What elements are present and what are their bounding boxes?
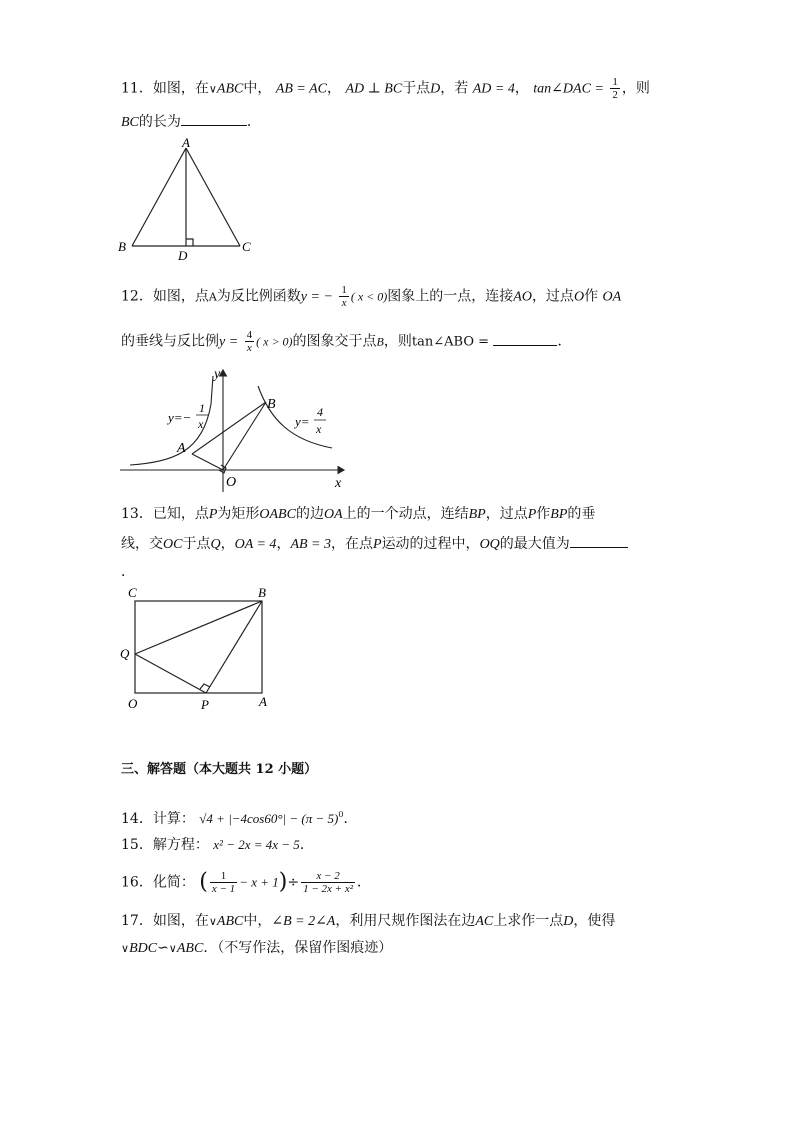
q15: 15．解方程： x² − 2x = 4x − 5． (121, 837, 314, 853)
q14: 14．计算： $√4 + |-4\cos 60^\circ| - (\pi - 5)^0$． (121, 810, 358, 827)
q13-rectangle-figure (116, 584, 276, 714)
q12-line2: 的垂线与反比例y = $\frac{4}{x}$ ( x > 0)的图象交于点B，则tan∠ABO = ． (121, 329, 572, 354)
svg-text:x: x (316, 422, 322, 436)
label-B: B (258, 585, 266, 600)
label-Q: Q (120, 646, 130, 661)
axis-x-label: x (335, 476, 342, 491)
label-A: A (259, 694, 267, 709)
q13-line2: 线，交OC于点Q，OA = 4，AB = 3，在点P运动的过程中，OQ的最大值为 (121, 535, 628, 554)
label-P: P (201, 697, 209, 712)
label-C: C (242, 239, 251, 254)
point-B-label: B (267, 397, 276, 412)
q13-number: 13． (121, 506, 153, 522)
section-title: 三、解答题（本大题共 12 小题） (121, 762, 318, 777)
q17-line1: 17．如图，在∨ABC中，∠B = 2∠A，利用尺规作图法在边AC上求作一点D，使得 (121, 913, 616, 929)
q16-fraction-2: $\frac{x - 2}{\text{1 − 2x + x²}}$ (303, 870, 354, 895)
q12-number: 12． (121, 288, 153, 305)
q16-fraction-1: $\frac{1}{x - 1}$ (211, 870, 236, 895)
q12-line1: 12．如图，点A为反比例函数y = − $\frac{1}{x}$ ( x < 0)图象上的一点，连接AO，过点O作 OA (121, 284, 622, 309)
q17-line2: ∨BDC∽∨ABC．（不写作法，保留作图痕迹） (121, 940, 393, 956)
answer-blank (570, 535, 628, 548)
q14-number: 14． (121, 811, 153, 827)
answer-blank (493, 333, 557, 346)
answer-blank (181, 113, 247, 126)
q11-number: 11． (121, 80, 153, 97)
q17-number: 17． (121, 913, 153, 929)
svg-text:y=: y= (295, 414, 310, 429)
axis-y-label: y (214, 367, 221, 382)
q11-line1: 11．如图，在∨ABC中， AB = AC， AD ⊥ BC于点D，若 AD = 4， tan∠DAC = $\frac{1}{2}$ ，则 (121, 76, 650, 101)
svg-text:y=−: y=− (168, 410, 192, 425)
q12-hyperbola-figure (118, 364, 353, 494)
label-O: O (128, 696, 138, 711)
q11-fraction: $\frac{1}{2}$ (612, 76, 618, 101)
q12-fraction-1: $\frac{1}{x}$ (341, 284, 347, 309)
q11-line2: BC的长为 ． (121, 114, 261, 130)
svg-text:x: x (198, 417, 204, 431)
origin-label: O (226, 475, 237, 490)
q16: 16．化简： ( $\frac{1}{x - 1}$ − x + 1)÷ $\frac{x - 2}{\text{1 − 2x + x²}}$ ． (121, 869, 372, 895)
svg-text:4: 4 (317, 405, 323, 419)
q11-triangle-figure (112, 136, 262, 264)
q12-fraction-2: $\frac{4}{x}$ (246, 329, 253, 354)
label-D: D (178, 248, 188, 263)
svg-text:1: 1 (199, 401, 205, 415)
label-A: A (182, 136, 190, 150)
label-B: B (118, 239, 126, 254)
q13-line1: 13．已知，点P为矩形OABC的边OA上的一个动点，连结BP，过点P作BP的垂 (121, 506, 596, 522)
q13-line3: ． (121, 564, 135, 580)
q16-number: 16． (121, 874, 153, 891)
q15-number: 15． (121, 837, 153, 853)
right-curve-label (293, 405, 326, 436)
label-C: C (128, 585, 137, 600)
left-curve-label (166, 401, 208, 431)
point-A-label: A (177, 441, 186, 456)
